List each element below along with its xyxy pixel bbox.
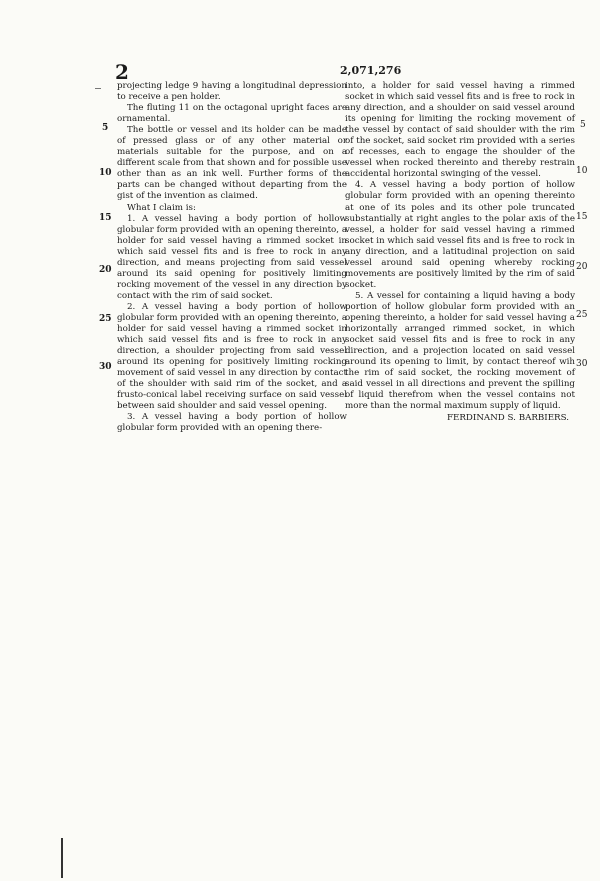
claim-2: 2. A vessel having a body portion of hollow globular form provided with an opening thereinto, a holder for said vessel having a rimmed socket in which said vessel fits and is free to rock in any direction, a shoulder projecting from said vessel around its opening for positively limiting rocking movement of said vessel in any direction by contact of the shoulder with said rim of the socket, and a frusto-conical label receiving surface on said vessel between said shoulder and said vessel opening.	[117, 301, 347, 412]
paragraph: The bottle or vessel and its holder can be made of pressed glass or of any other material or materials suitable for the purpose, and on a different scale from that shown and for possible use other than as an ink well. Further forms of the parts can be changed without departing from the gist of the invention as claimed.	[117, 125, 347, 202]
page-number: 2	[115, 60, 129, 84]
paragraph: projecting ledge 9 having a longitudinal depression to receive a pen holder.	[117, 81, 347, 103]
line-number-30-right: 30	[576, 359, 588, 369]
line-number-10-right: 10	[576, 166, 588, 176]
claim-3-end: into, a holder for said vessel having a rimmed socket in which said vessel fits and is free to rock in any direction, and a shoulder on said vessel around its opening for limiting the rocking movement of the vessel by contact of said shoulder with the rim of the socket, said socket rim provided with a series of recesses, each to engage the shoulder of the vessel when rocked thereinto and thereby restrain accidental horizontal swinging of the vessel.	[345, 81, 575, 180]
claim-5: 5. A vessel for containing a liquid having a body portion of hollow globular form provided with an opening thereinto, a holder for said vessel having a horizontally arranged rimmed socket, in which socket said vessel fits and is free to rock in any direction, and a projection located on said vessel around its opening to limit, by contact thereof wih the rim of said socket, the rocking movement of said vessel in all directions and prevent the spilling of liquid therefrom when the vessel contains not more than the normal maximum supply of liquid.	[345, 290, 575, 412]
margin-dash	[95, 88, 101, 89]
left-column	[117, 81, 347, 435]
claim-1: 1. A vessel having a body portion of hollow globular form provided with an opening thereinto, a holder for said vessel having a rimmed socket in which said vessel fits and is free to rock in any direction, and means projecting from said vessel around its said opening for positively limiting rocking movement of the vessel in any direction by contact with the rim of said socket.	[117, 213, 347, 301]
margin-mark	[61, 838, 63, 878]
claim-3-start: 3. A vessel having a body portion of hollow globular form provided with an opening there-	[117, 412, 347, 434]
line-number-20: 20	[99, 265, 112, 275]
paragraph: The fluting 11 on the octagonal upright faces are ornamental.	[117, 103, 347, 125]
line-number-25: 25	[99, 314, 112, 324]
line-number-5-right: 5	[580, 120, 586, 130]
line-number-5: 5	[102, 123, 109, 133]
line-number-10: 10	[99, 168, 112, 178]
line-number-15: 15	[99, 213, 112, 223]
right-column	[345, 81, 575, 424]
patent-number: 2,071,276	[340, 64, 402, 77]
line-number-25-right: 25	[576, 310, 588, 320]
claim-4: 4. A vessel having a body portion of hollow globular form provided with an opening thereinto at one of its poles and its other pole truncated substantially at right angles to the polar axis of the vessel, a holder for said vessel having a rimmed socket in which said vessel fits and is free to rock in any direction, and a latitudinal projection on said vessel around said opening whereby rocking movements are positively limited by the rim of said socket.	[345, 180, 575, 290]
claims-intro: What I claim is:	[127, 202, 196, 213]
inventor-signature: FERDINAND S. BARBIERS.	[447, 413, 569, 424]
line-number-20-right: 20	[576, 262, 588, 272]
line-number-15-right: 15	[576, 212, 588, 222]
line-number-30: 30	[99, 362, 112, 372]
